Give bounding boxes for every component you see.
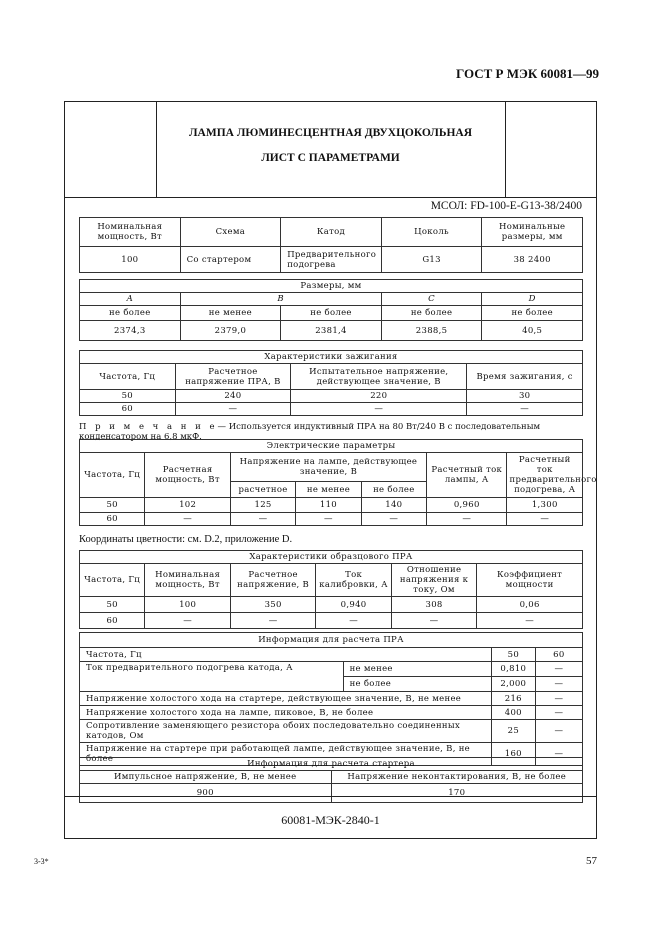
- data-cell: 308: [391, 597, 477, 613]
- row-label: Напряжение на стартере при работающей лампе, действующее значение, В, не более: [80, 743, 492, 766]
- data-cell: —: [535, 720, 582, 743]
- data-cell: —: [477, 613, 583, 629]
- header-cell: Частота, Гц: [80, 453, 145, 498]
- data-cell: —: [175, 403, 291, 416]
- data-cell: 2,000: [491, 677, 535, 692]
- data-cell: 220: [291, 390, 467, 403]
- data-cell: 2379,0: [180, 321, 281, 341]
- data-cell: —: [230, 513, 295, 526]
- data-cell: 0,940: [316, 597, 391, 613]
- sub-header-cell: расчетное: [230, 482, 295, 498]
- data-cell: —: [230, 613, 316, 629]
- data-cell: —: [507, 513, 583, 526]
- reference-ballast-table: [79, 550, 583, 629]
- data-cell: —: [145, 613, 231, 629]
- standard-header: ГОСТ Р МЭК 60081—99: [456, 66, 599, 81]
- header-cell: Катод: [281, 218, 382, 247]
- title-box: [65, 102, 596, 198]
- header-cell: Время зажигания, с: [467, 364, 583, 390]
- sheet-title: ЛАМПА ЛЮМИНЕСЦЕНТНАЯ ДВУХЦОКОЛЬНАЯ: [188, 127, 473, 139]
- data-cell: —: [535, 743, 582, 766]
- header-cell: Расчетное напряжение ПРА, В: [175, 364, 291, 390]
- data-cell: —: [291, 403, 467, 416]
- table-title: Характеристики зажигания: [80, 351, 583, 364]
- header-cell: Напряжение на лампе, действующее значение, В: [230, 453, 426, 482]
- data-cell: 0,960: [427, 498, 507, 513]
- freq-60: 60: [535, 648, 582, 662]
- data-cell: 0,06: [477, 597, 583, 613]
- electrical-table: [79, 439, 597, 526]
- row-label: Напряжение холостого хода на лампе, пиковое, В, не более: [80, 706, 492, 720]
- row-label: Частота, Гц: [80, 648, 492, 662]
- row-label: Ток предварительного подогрева катода, А: [80, 662, 344, 692]
- data-cell: 400: [491, 706, 535, 720]
- data-cell: —: [316, 613, 391, 629]
- header-cell: Частота, Гц: [80, 564, 145, 597]
- data-cell: 100: [145, 597, 231, 613]
- page-number: 57: [586, 855, 597, 867]
- ignition-table: [79, 350, 583, 416]
- header-cell: Номинальная мощность, Вт: [145, 564, 231, 597]
- data-cell: 900: [80, 784, 332, 803]
- data-cell: 2381,4: [281, 321, 382, 341]
- data-cell: 38 2400: [482, 247, 583, 273]
- sheet-footer: [65, 796, 596, 841]
- limit-cell: не более: [482, 306, 583, 321]
- freq-50: 50: [491, 648, 535, 662]
- header-cell: Цоколь: [381, 218, 482, 247]
- data-cell: 1,300: [507, 498, 583, 513]
- header-cell: Номинальная мощность, Вт: [80, 218, 181, 247]
- note-label: П р и м е ч а н и е: [79, 422, 218, 432]
- msol-code: МСОЛ: FD-100-E-G13-38/2400: [430, 200, 582, 212]
- header-cell: Номинальные размеры, мм: [482, 218, 583, 247]
- data-cell: G13: [381, 247, 482, 273]
- limit-cell: не более: [281, 306, 382, 321]
- limit-cell: не менее: [180, 306, 281, 321]
- limit-cell: не более: [343, 677, 491, 692]
- data-cell: 110: [296, 498, 361, 513]
- header-cell: Ток калибровки, А: [316, 564, 391, 597]
- data-cell: 2374,3: [80, 321, 181, 341]
- data-cell: 30: [467, 390, 583, 403]
- note-text: — Используется индуктивный ПРА на 80 Вт/240 В с последовательным конденсатором на 6,8 мкФ.: [79, 422, 541, 442]
- row-label: Напряжение холостого хода на стартере, действующее значение, В, не менее: [80, 692, 492, 706]
- limit-cell: не более: [80, 306, 181, 321]
- header-cell: Частота, Гц: [80, 364, 176, 390]
- header-cell: Испытательное напряжение, действующее значение, В: [291, 364, 467, 390]
- header-cell: Схема: [180, 218, 281, 247]
- data-cell: 102: [145, 498, 231, 513]
- data-cell: 240: [175, 390, 291, 403]
- sheet-subtitle: ЛИСТ С ПАРАМЕТРАМИ: [261, 152, 400, 164]
- sub-header-cell: не менее: [296, 482, 361, 498]
- data-cell: —: [361, 513, 426, 526]
- data-cell: —: [296, 513, 361, 526]
- data-cell: 0,810: [491, 662, 535, 677]
- sub-header-cell: не более: [361, 482, 426, 498]
- data-cell: 160: [491, 743, 535, 766]
- data-cell: 25: [491, 720, 535, 743]
- data-cell: —: [535, 677, 582, 692]
- dimensions-table: [79, 279, 583, 341]
- dim-col: B: [180, 293, 381, 306]
- data-cell: 50: [80, 498, 145, 513]
- limit-cell: не менее: [343, 662, 491, 677]
- header-cell: Расчетный ток предварительного подогрева, А: [507, 453, 583, 498]
- table-title: Электрические параметры: [80, 440, 583, 453]
- header-cell: Коэффициент мощности: [477, 564, 583, 597]
- general-table: [79, 217, 583, 273]
- header-cell: Расчетная мощность, Вт: [145, 453, 231, 498]
- data-cell: —: [535, 692, 582, 706]
- data-cell: —: [535, 706, 582, 720]
- header-cell: Отношение напряжения к току, Ом: [391, 564, 477, 597]
- header-cell: Расчетное напряжение, В: [230, 564, 316, 597]
- data-cell: 50: [80, 390, 176, 403]
- print-mark: 3-3*: [34, 857, 49, 866]
- title-divider-right: [505, 102, 506, 197]
- limit-cell: не более: [381, 306, 482, 321]
- row-label: Сопротивление заменяющего резистора обоих последовательно соединенных катодов, Ом: [80, 720, 492, 743]
- data-cell: 50: [80, 597, 145, 613]
- data-cell: Со стартером: [180, 247, 281, 273]
- header-cell: Импульсное напряжение, В, не менее: [80, 771, 332, 784]
- data-cell: 170: [331, 784, 583, 803]
- ballast-design-table: [79, 632, 583, 766]
- data-cell: 350: [230, 597, 316, 613]
- dim-col: C: [381, 293, 482, 306]
- data-cell: 100: [80, 247, 181, 273]
- header-cell: Напряжение неконтактирования, В, не более: [331, 771, 583, 784]
- data-cell: 125: [230, 498, 295, 513]
- data-cell: 60: [80, 613, 145, 629]
- table-title: Информация для расчета стартера: [80, 758, 583, 771]
- data-cell: 40,5: [482, 321, 583, 341]
- data-cell: —: [535, 662, 582, 677]
- data-cell: —: [145, 513, 231, 526]
- chromaticity-note: Координаты цветности: см. D.2, приложение D.: [79, 534, 293, 545]
- table-title: Размеры, мм: [80, 280, 583, 293]
- dim-col: D: [482, 293, 583, 306]
- data-cell: 2388,5: [381, 321, 482, 341]
- dim-col: A: [80, 293, 181, 306]
- data-cell: —: [427, 513, 507, 526]
- table-title: Информация для расчета ПРА: [80, 633, 583, 648]
- header-cell: Расчетный ток лампы, А: [427, 453, 507, 498]
- table-title: Характеристики образцового ПРА: [80, 551, 583, 564]
- data-cell: 60: [80, 403, 176, 416]
- data-cell: —: [391, 613, 477, 629]
- parameter-sheet-frame: [64, 101, 597, 839]
- data-cell: 60: [80, 513, 145, 526]
- data-cell: 140: [361, 498, 426, 513]
- data-cell: —: [467, 403, 583, 416]
- data-cell: Предварительного подогрева: [281, 247, 382, 273]
- title-divider-left: [156, 102, 157, 197]
- data-cell: 216: [491, 692, 535, 706]
- sheet-code: 60081-МЭК-2840-1: [281, 813, 380, 827]
